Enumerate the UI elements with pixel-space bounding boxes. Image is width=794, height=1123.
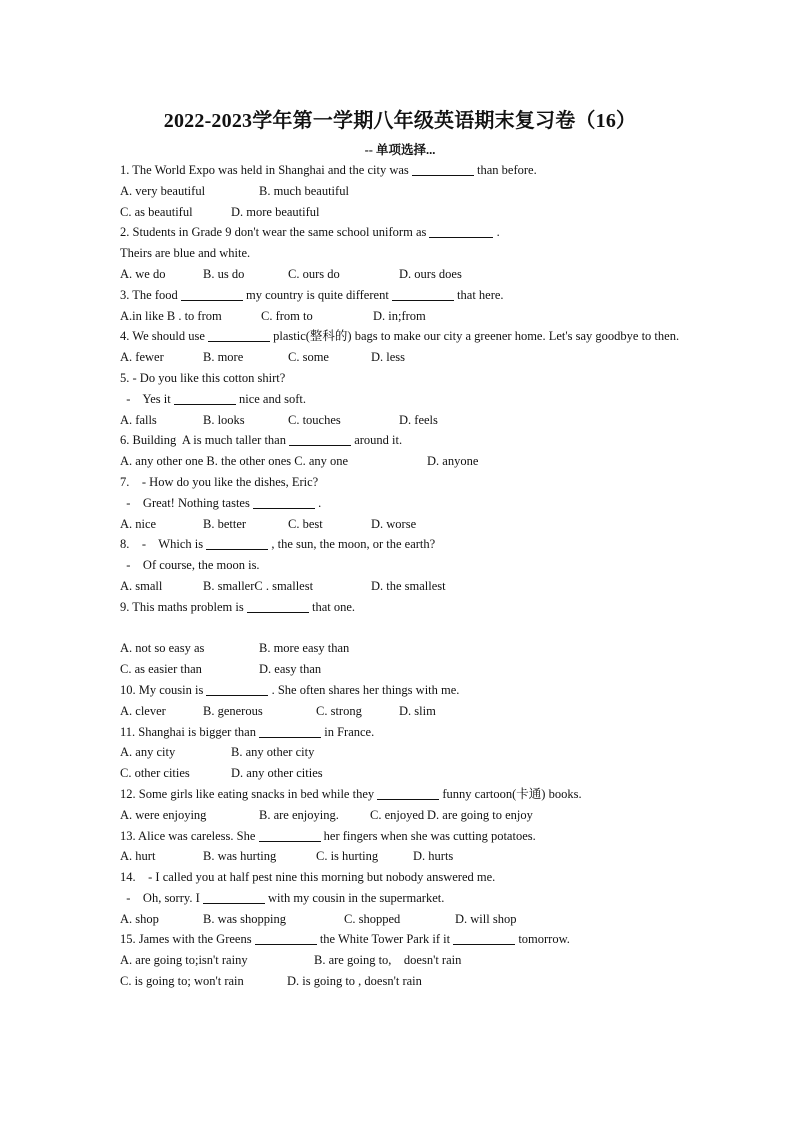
- option: B. smallerC . smallest: [203, 578, 314, 593]
- option: C. as beautiful: [120, 204, 193, 219]
- option: B. more easy than: [259, 641, 350, 656]
- option: D. worse: [371, 516, 417, 531]
- option: D. any other cities: [231, 766, 323, 781]
- question-stem: 2. Students in Grade 9 don't wear the same school uniform as .: [120, 225, 500, 240]
- option: C. strong: [316, 703, 362, 718]
- option: C. from to: [261, 308, 313, 323]
- option: B. was hurting: [203, 849, 277, 864]
- option: B. looks: [203, 412, 245, 427]
- option: C. best: [288, 516, 323, 531]
- question-stem: 11. Shanghai is bigger than in France.: [120, 724, 375, 739]
- option: D. is going to , doesn't rain: [287, 974, 422, 989]
- options-row: [120, 846, 680, 867]
- option: A. any city: [120, 745, 176, 760]
- question-stem: 6. Building A is much taller than around it.: [120, 433, 403, 448]
- option: C. is hurting: [316, 849, 379, 864]
- option: D. ours does: [399, 266, 462, 281]
- question-stem: 7. - How do you like the dishes, Eric?: [120, 474, 319, 489]
- option: D. less: [371, 350, 406, 365]
- answer-blank: [259, 828, 321, 842]
- option: D. slim: [399, 703, 436, 718]
- options-row: [120, 971, 680, 992]
- option: A. hurt: [120, 849, 156, 864]
- options-row: [120, 306, 680, 327]
- option: A. shop: [120, 911, 159, 926]
- option: C. other cities: [120, 766, 190, 781]
- question-stem: 10. My cousin is . She often shares her things with me.: [120, 682, 460, 697]
- answer-blank: [253, 495, 315, 509]
- question-stem: 15. James with the Greens the White Tower Park if it tomorrow.: [120, 932, 570, 947]
- question-stem: 14. - I called you at half pest nine this morning but nobody answered me.: [120, 870, 496, 885]
- option: A. any other one B. the other ones C. any one: [120, 454, 349, 469]
- option: C. shopped: [344, 911, 401, 926]
- question-stem: 1. The World Expo was held in Shanghai and the city was than before.: [120, 163, 537, 177]
- answer-blank: [247, 599, 309, 613]
- question-stem: 4. We should use plastic(整科的) bags to make our city a greener home. Let's say goodbye to then.: [120, 329, 680, 344]
- answer-blank: [206, 536, 268, 550]
- answer-blank: [429, 224, 493, 238]
- options-row: [120, 181, 680, 202]
- spacer: [120, 618, 680, 639]
- option: B. are going to, doesn't rain: [314, 953, 462, 968]
- page-title: 2022-2023学年第一学期八年级英语期末复习卷（16）: [163, 110, 637, 132]
- option: A. very beautiful: [120, 183, 206, 198]
- question-stem: 9. This maths problem is that one.: [120, 599, 356, 614]
- option: B. was shopping: [203, 911, 286, 926]
- option: C. as easier than: [120, 662, 202, 677]
- answer-blank: [289, 432, 351, 446]
- option: B. much beautiful: [259, 183, 349, 198]
- option: C. ours do: [288, 266, 340, 281]
- options-row: [120, 909, 680, 930]
- options-row: [120, 576, 680, 597]
- option: A. falls: [120, 412, 157, 427]
- option: A. clever: [120, 703, 166, 718]
- question-stem: Theirs are blue and white.: [120, 246, 251, 261]
- answer-blank: [203, 890, 265, 904]
- answer-blank: [181, 287, 243, 301]
- answer-blank: [412, 162, 474, 176]
- option: C. touches: [288, 412, 341, 427]
- answer-blank: [206, 682, 268, 696]
- option: D. will shop: [455, 911, 517, 926]
- question-stem: - Great! Nothing tastes .: [120, 495, 322, 510]
- question-stem: 8. - Which is , the sun, the moon, or the earth?: [120, 537, 436, 552]
- option: B. are enjoying.: [259, 807, 339, 822]
- option: A. not so easy as: [120, 641, 205, 656]
- options-row: [120, 347, 680, 368]
- question-list: [120, 160, 680, 992]
- option: D. easy than: [259, 662, 322, 677]
- question-stem: 5. - Do you like this cotton shirt?: [120, 370, 286, 385]
- option: D. hurts: [413, 849, 454, 864]
- question-stem: 3. The food my country is quite different that here.: [120, 287, 504, 302]
- answer-blank: [453, 931, 515, 945]
- answer-blank: [208, 328, 270, 342]
- options-row: [120, 763, 680, 784]
- option: A. we do: [120, 266, 166, 281]
- options-row: [120, 950, 680, 971]
- options-row: [120, 410, 680, 431]
- option: D. feels: [399, 412, 438, 427]
- option: B. us do: [203, 266, 245, 281]
- option: D. are going to enjoy: [427, 807, 533, 822]
- options-row: [120, 805, 680, 826]
- option: C. enjoyed: [370, 807, 425, 822]
- option: A. were enjoying: [120, 807, 207, 822]
- question-stem: - Yes it nice and soft.: [120, 391, 306, 406]
- options-row: [120, 202, 680, 223]
- option: D. anyone: [427, 454, 479, 469]
- option: D. more beautiful: [231, 204, 320, 219]
- options-row: [120, 742, 680, 763]
- option: B. better: [203, 516, 247, 531]
- section-heading: -- 单项选择...: [364, 143, 436, 157]
- option: A.in like B . to from: [120, 308, 222, 323]
- option: A. small: [120, 578, 163, 593]
- question-stem: 13. Alice was careless. She her fingers when she was cutting potatoes.: [120, 828, 536, 843]
- option: C. some: [288, 350, 329, 365]
- option: D. in;from: [373, 308, 426, 323]
- answer-blank: [392, 287, 454, 301]
- options-row: [120, 451, 680, 472]
- options-row: [120, 514, 680, 535]
- option: A. fewer: [120, 350, 164, 365]
- options-row: [120, 264, 680, 285]
- options-row: [120, 701, 680, 722]
- option: B. any other city: [231, 745, 315, 760]
- options-row: [120, 659, 680, 680]
- question-stem: 12. Some girls like eating snacks in bed while they funny cartoon(卡通) books.: [120, 786, 582, 801]
- option: A. nice: [120, 516, 157, 531]
- option: B. generous: [203, 703, 263, 718]
- answer-blank: [259, 724, 321, 738]
- question-stem: - Of course, the moon is.: [120, 558, 260, 573]
- option: B. more: [203, 350, 244, 365]
- answer-blank: [174, 391, 236, 405]
- question-stem: - Oh, sorry. I with my cousin in the supermarket.: [120, 890, 445, 905]
- option: D. the smallest: [371, 578, 446, 593]
- answer-blank: [377, 786, 439, 800]
- option: A. are going to;isn't rainy: [120, 953, 248, 968]
- options-row: [120, 638, 680, 659]
- answer-blank: [255, 931, 317, 945]
- option: C. is going to; won't rain: [120, 974, 244, 989]
